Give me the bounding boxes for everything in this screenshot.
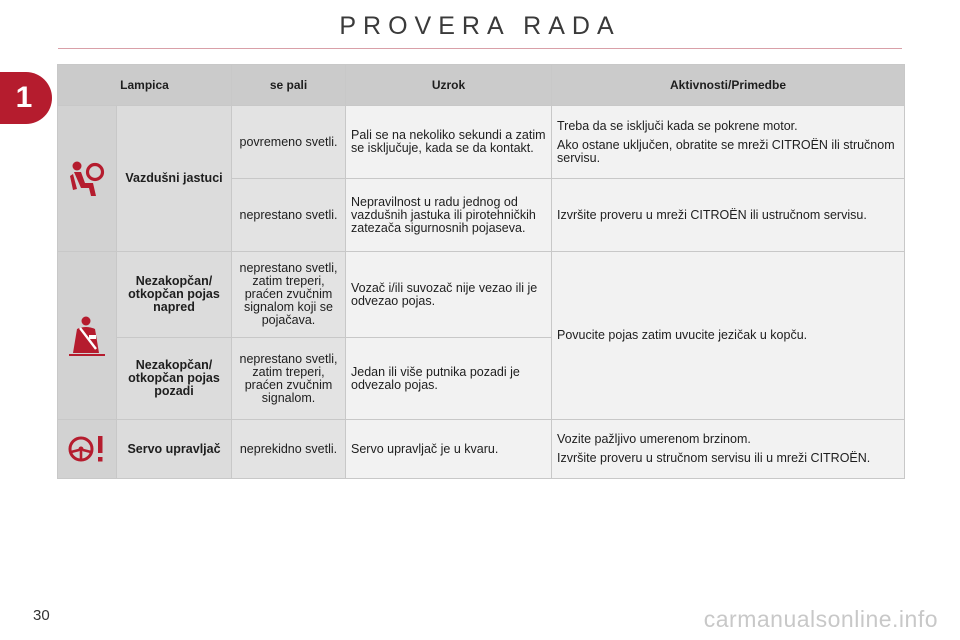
airbag-icon-cell (58, 106, 117, 252)
page-title: PROVERA RADA (339, 12, 621, 40)
watermark: carmanualsonline.info (703, 606, 938, 632)
airbag-when-2: neprestano svetli. (232, 179, 346, 252)
seatbelt-action: Povucite pojas zatim uvucite jezičak u kopču. (552, 252, 905, 420)
steering-action-a: Vozite pažljivo umerenom brzinom. (557, 432, 751, 446)
airbag-cause-1: Pali se na nekoliko sekundi a zatim se isključuje, kada se da kontakt. (346, 106, 552, 179)
seatbelt-front-cause: Vozač i/ili suvozač nije vezao ili je odvezao pojas. (346, 252, 552, 338)
power-steering-warning-icon (67, 432, 107, 466)
airbag-action-1b: Ako ostane uključen, obratite se mreži CITROËN ili stručnom servisu. (557, 137, 895, 165)
chapter-tab: 1 (0, 72, 52, 124)
seatbelt-rear-cause: Jedan ili više putnika pozadi je odvezalo pojas. (346, 338, 552, 420)
airbag-lamp-name: Vazdušni jastuci (117, 106, 232, 252)
airbag-action-1a: Treba da se isključi kada se pokrene motor. (557, 118, 798, 133)
table-row (58, 106, 905, 179)
header-lights-up: se pali (232, 65, 346, 106)
table-row (58, 252, 905, 338)
header-actions: Aktivnosti/Primedbe (552, 65, 905, 106)
airbag-action-1 (552, 106, 905, 179)
seatbelt-warning-icon (67, 315, 107, 357)
airbag-warning-icon (67, 159, 107, 199)
steering-icon-cell (58, 420, 117, 479)
table-header-row (58, 65, 905, 106)
airbag-when-1: povremeno svetli. (232, 106, 346, 179)
table-row (58, 420, 905, 479)
seatbelt-front-name: Nezakopčan/ otkopčan pojas napred (117, 252, 232, 338)
seatbelt-rear-when: neprestano svetli, zatim treperi, praćen zvučnim signalom. (232, 338, 346, 420)
steering-when: neprekidno svetli. (232, 420, 346, 479)
page-number: 30 (33, 607, 50, 624)
airbag-cause-2: Nepravilnost u radu jednog od vazdušnih jastuka ili pirotehničkih zatezača sigurnosnih pojaseva. (346, 179, 552, 252)
steering-action (552, 420, 905, 479)
header-cause: Uzrok (346, 65, 552, 106)
airbag-action-2: Izvršite proveru u mreži CITROËN ili ustručnom servisu. (552, 179, 905, 252)
steering-action-b: Izvršite proveru u stručnom servisu ili u mreži CITROËN. (557, 451, 871, 465)
seatbelt-icon-cell (58, 252, 117, 420)
seatbelt-front-when: neprestano svetli, zatim treperi, praćen zvučnim signalom koji se pojačava. (232, 252, 346, 338)
warning-lamps-table (57, 64, 905, 479)
header-lamp: Lampica (58, 65, 232, 106)
title-divider (58, 48, 902, 49)
steering-cause: Servo upravljač je u kvaru. (346, 420, 552, 479)
seatbelt-rear-name: Nezakopčan/ otkopčan pojas pozadi (117, 338, 232, 420)
steering-lamp-name: Servo upravljač (117, 420, 232, 479)
